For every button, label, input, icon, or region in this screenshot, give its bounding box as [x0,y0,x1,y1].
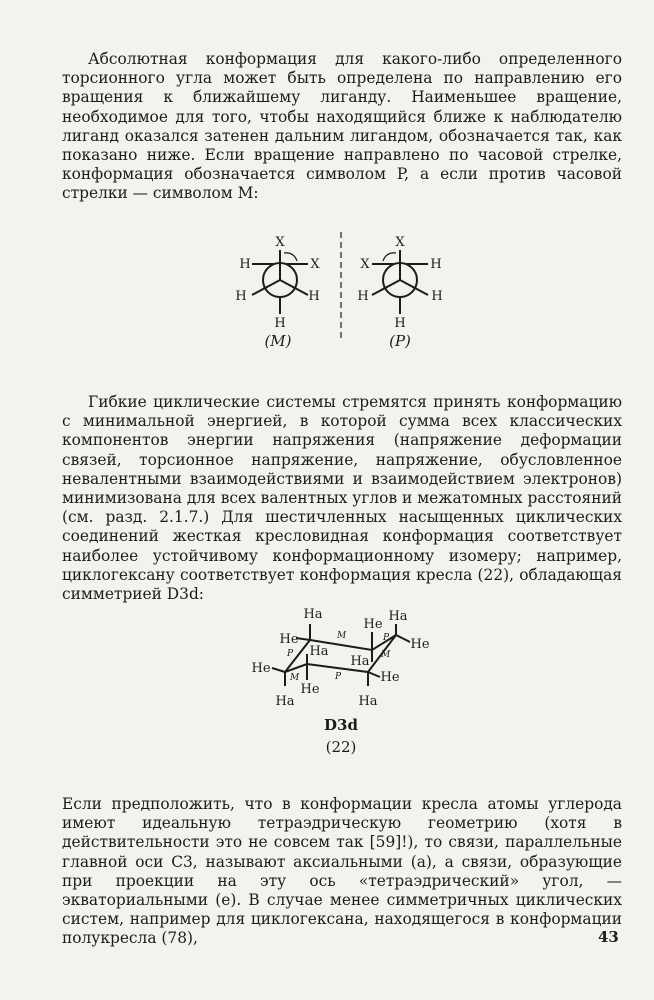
newman-p-front-h-left: H [357,289,369,304]
chair-h-e-far-left: He [251,661,271,676]
newman-m-back-x: X [310,257,320,272]
newman-p-front-h-right: H [431,289,443,304]
chair-h-a-bottom-right: Ha [358,694,378,709]
chair-label-p-top: P [383,633,390,643]
paragraph-flexible-cyclic-systems: Гибкие циклические системы стремятся принять конформацию с минимальной энергией, в которой сумма всех классических компонентов энергии напряжения (напряжение деформации связей, торсионное напряжение, напряжение, обусловленное невалентными взаимодействиями и взаимодействием электронов) минимизована для всех валентных углов и межатомных расстояний (см. разд. 2.1.7.) Для шестичленных насыщенных циклических соединений жесткая кресловидная конформация соответствует наиболее устойчивому конформационному изомеру; например, циклогексану соответствует конформация кресла (22), обладающая симметрией D3d: [62,393,622,604]
chair-h-e-bottom-mid: He [300,682,320,697]
chair-label-m-top: M [337,631,347,641]
page-number: 43 [598,928,619,946]
newman-m-back-h-bottom: H [274,316,286,331]
newman-p-back-h-right: H [430,257,442,272]
chair-h-e-bottom-right: He [380,670,400,685]
chair-label-p-bottom: P [335,672,342,682]
chair-h-a-top-right: Ha [388,609,408,624]
newman-p-front-x: X [395,235,405,250]
chair-label-m-bottom: M [290,673,300,683]
newman-m-front-h-left: H [235,289,247,304]
paragraph-absolute-conformation: Абсолютная конформация для какого-либо определенного торсионного угла может быть определена по направлению его вращения к ближайшему лиганду. Наименьшее вращение, необходимое для того, чтобы находящийся ближе к наблюдателю лиганд оказался затенен дальним лигандом, обозначается так, как показано ниже. Если вращение направлено по часовой стрелке, конформация обозначается символом P, а если против часовой стрелки — символом M: [62,50,622,203]
chair-h-a-center-left: Ha [309,644,329,659]
newman-projection-p [357,235,442,350]
chair-symmetry-label: D3d [324,716,358,734]
newman-projection-m [235,235,320,350]
newman-m-front-h-right: H [308,289,320,304]
newman-m-caption: (M) [264,332,292,350]
chair-label-p-left: P [287,649,294,659]
newman-m-back-h-left: H [239,257,251,272]
chair-label-m-right: M [381,650,391,660]
chair-h-e-right: He [410,637,430,652]
paragraph-axial-equatorial: Если предположить, что в конформации кресла атомы углерода имеют идеальную тетраэдрическую геометрию (хотя в действительности это не совсем так [59]!), то связи, параллельные главной оси C3, называют аксиальными (a), а связи, образующие при проекции на эту ось «тетраэдрический» угол, — экваториальными (e). В случае менее симметричных циклических систем, например для циклогексана, находящегося в конформации полукресла (78), [62,795,622,948]
newman-p-back-h-bottom: H [394,316,406,331]
newman-p-back-x: X [360,257,370,272]
chair-h-a-top-left: Ha [303,607,323,622]
chair-compound-number: (22) [325,738,357,756]
newman-projections-figure [0,222,654,362]
chair-h-a-center-right: Ha [350,654,370,669]
chair-h-e-left: He [279,632,299,647]
chair-conformation-figure [0,600,654,760]
newman-p-caption: (P) [389,332,411,350]
newman-m-front-x: X [275,235,285,250]
chair-h-a-bottom-left: Ha [275,694,295,709]
chair-h-e-top-mid: He [363,617,383,632]
